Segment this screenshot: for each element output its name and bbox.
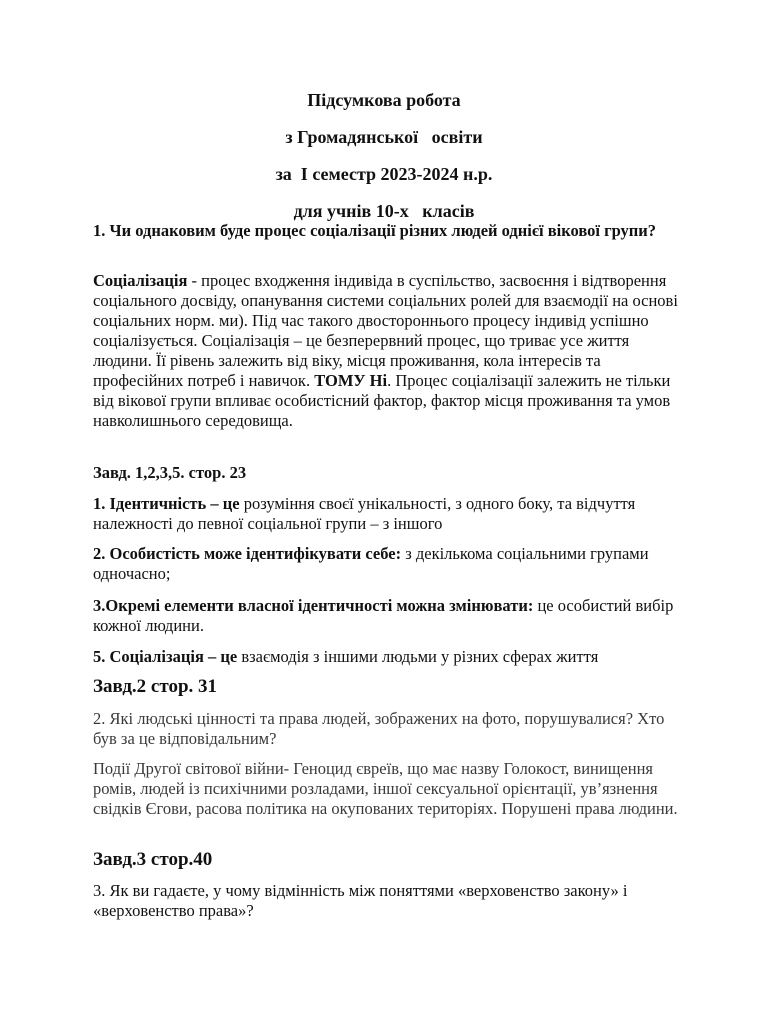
item-5-text: взаємодія з іншими людьми у різних сферах життя (237, 647, 599, 666)
question-1: 1. Чи однаковим буде процес соціалізації різних людей однієї вікової групи? (93, 221, 657, 240)
socialization-term: Соціалізація (93, 271, 188, 290)
socialization-explanation: . Процес соціалізації залежить не тільки від вікової групи впливає особистісний фактор, фактор місця проживання та умов навколишнього середовища. (93, 371, 671, 430)
task-1-item-3 (93, 596, 683, 636)
item-1-term: 1. Ідентичність – це (93, 494, 240, 513)
task-1-item-5 (93, 647, 683, 667)
task-1-heading: Завд. 1,2,3,5. стор. 23 (93, 463, 247, 482)
item-1-text: розуміння своєї унікальності, з одного боку, та відчуття належності до певної соціальної групи – з іншого (93, 494, 636, 533)
item-2-text: з декількома соціальними групами одночасно; (93, 544, 649, 583)
item-2-term: 2. Особистість може ідентифікувати себе: (93, 544, 402, 563)
task-2-question: 2. Які людські цінності та права людей, зображених на фото, порушувалися? Хто був за це відповідальним? (93, 709, 665, 748)
task-2-heading: Завд.2 стор. 31 (93, 676, 218, 697)
task-1-item-1 (93, 494, 683, 534)
task-3-heading: Завд.3 стор.40 (93, 849, 213, 870)
socialization-answer: ТОМУ Ні (314, 371, 388, 390)
task-2-answer: Події Другої світової війни- Геноцид євреїв, що має назву Голокост, винищення ромів, людей із психічними розладами, іншої сексуальної орієнтації, ув’язнення свідків Єгови, расова політика на окупованих територіях. Порушені права людини. (93, 759, 678, 818)
title-line-1: Підсумкова робота (307, 90, 461, 110)
title-line-4: для учнів 10-х класів (293, 201, 475, 221)
task-3-question: 3. Як ви гадаєте, у чому відмінність між поняттями «верховенство закону» і «верховенство права»? (93, 881, 628, 920)
socialization-paragraph (93, 271, 683, 431)
title-line-2: з Громадянської освіти (285, 127, 483, 147)
document-title (0, 88, 768, 236)
task-1-item-2 (93, 544, 683, 584)
socialization-definition: - процес входження індивіда в суспільство, засвоєння і відтворення соціального досвіду, опанування системи соціальних ролей для взаємодії на основі соціальних норм. ми). Під час такого двостороннього процесу індивід успішно соціалізується. Соціалізація – це безперервний процес, що триває усе життя людини. Її рівень залежить від віку, місця проживання, кола інтересів та професійних потреб і навичок. (93, 271, 678, 390)
item-3-term: 3.Окремі елементи власної ідентичності можна змінювати: (93, 596, 534, 615)
item-5-term: 5. Соціалізація – це (93, 647, 238, 666)
title-line-3: за І семестр 2023-2024 н.р. (275, 164, 493, 184)
item-3-text: це особистий вибір кожної людини. (93, 596, 674, 635)
